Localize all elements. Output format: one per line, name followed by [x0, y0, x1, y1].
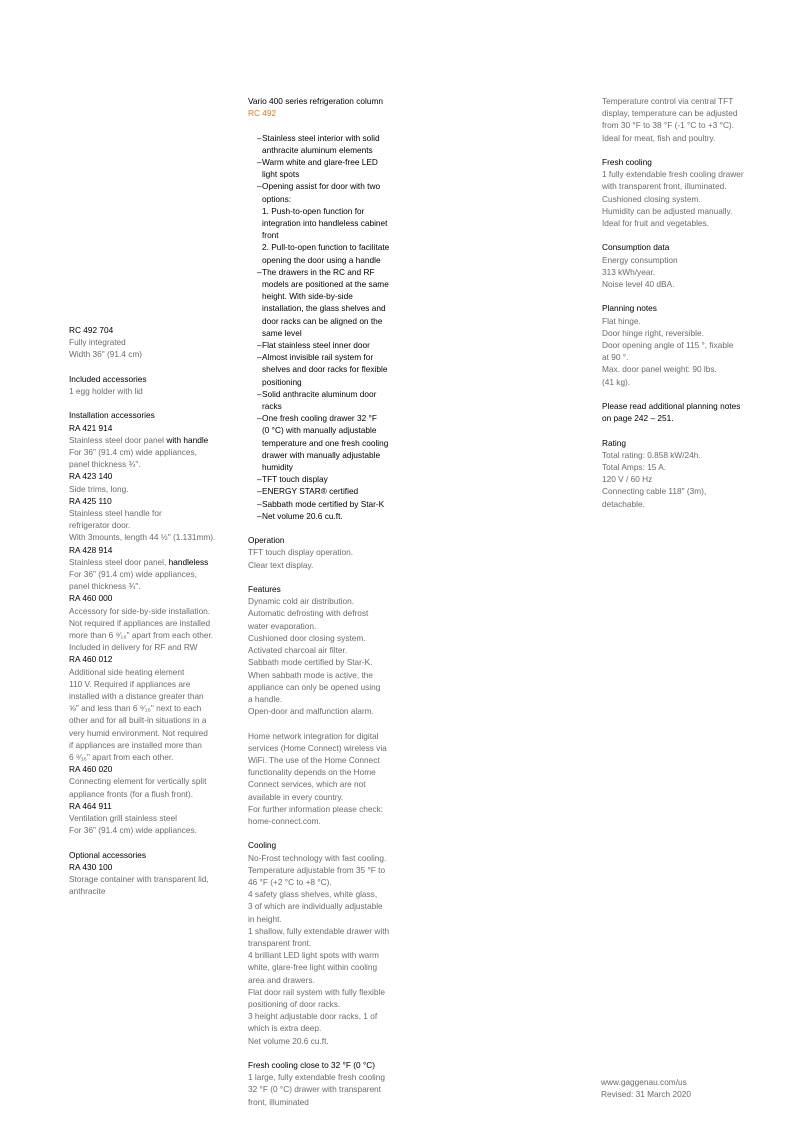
home-connect-text — [248, 730, 408, 828]
feature-bullet — [248, 388, 408, 412]
bullet-line: temperature and one fresh cooling — [262, 437, 389, 448]
text-line: with transparent front, illuminated. — [602, 181, 727, 192]
fresh-cooling-32-text — [248, 1071, 408, 1108]
revision-date: Revised: 31 March 2020 — [601, 1089, 691, 1100]
text-line: Humidity can be adjusted manually. — [602, 205, 733, 216]
accessory-description-line: Additional side heating element — [69, 666, 185, 677]
planning-notes-text — [602, 315, 764, 388]
accessory-description-line: Side trims, long. — [69, 483, 129, 494]
accessory-description-line: very humid environment. Not required — [69, 727, 208, 738]
text-line: Open-door and malfunction alarm. — [248, 706, 374, 717]
feature-bullet — [248, 351, 408, 388]
right-column — [602, 95, 764, 510]
feature-bullet — [248, 339, 408, 351]
accessory-description-line: Not required if appliances are installed — [69, 617, 211, 628]
accessory-description-line: 6 ⁹⁄₁₆" apart from each other. — [69, 752, 174, 763]
text-line: Door hinge right, reversible. — [602, 327, 704, 338]
text-line: detachable. — [602, 498, 645, 509]
feature-bullet-list — [248, 132, 408, 523]
text-line: available in every country. — [248, 791, 344, 802]
accessory-description-line: Connecting element for vertically split — [69, 776, 207, 787]
accessory-description-line: For 36" (91.4 cm) wide appliances. — [69, 825, 197, 836]
accessory-code: RA 460 012 — [69, 654, 113, 665]
accessory-code: RA 464 911 — [69, 800, 112, 811]
text-line: white, glare-free light within cooling — [248, 962, 378, 973]
text-line: Cushioned door closing system. — [248, 632, 366, 643]
text-line: 3 height adjustable door racks, 1 of — [248, 1011, 378, 1022]
accessory-title-highlight: with handle — [164, 434, 209, 445]
text-line: at 90 °. — [602, 352, 629, 363]
bullet-line: – Sabbath mode certified by Star-K — [262, 498, 385, 509]
accessory-description-line: With 3mounts, length 44 ½" (1.131mm). — [69, 532, 216, 543]
text-line: Automatic defrosting with defrost — [248, 608, 369, 619]
text-line: services (Home Connect) wireless via — [248, 742, 387, 753]
bullet-line: – One fresh cooling drawer 32 °F — [262, 413, 377, 424]
text-line: on page 242 – 251. — [602, 413, 674, 424]
accessory-description-line: Accessory for side-by-side installation. — [69, 605, 211, 616]
accessory-title-text: Stainless steel door panel — [69, 434, 165, 445]
text-line: a handle. — [248, 693, 283, 704]
bullet-line: racks — [262, 401, 282, 412]
text-line: Total rating: 0.858 kW/24h. — [602, 449, 701, 460]
accessory-item — [69, 422, 231, 471]
bullet-line: integration into handleless cabinet — [262, 218, 388, 229]
accessory-item — [69, 495, 231, 544]
accessory-title-text: Stainless steel door panel, — [69, 556, 167, 567]
text-line: transparent front. — [248, 937, 312, 948]
consumption-heading: Consumption data — [602, 242, 670, 253]
accessory-code: RA 423 140 — [69, 471, 113, 482]
accessory-description-line: installed with a distance greater than — [69, 691, 204, 702]
bullet-line: same level — [262, 327, 302, 338]
operation-heading: Operation — [248, 535, 285, 546]
bullet-line: installation, the glass shelves and — [262, 303, 386, 314]
bullet-line: humidity — [262, 462, 293, 473]
bullet-line: opening the door using a handle — [262, 254, 381, 265]
rating-text — [602, 449, 764, 510]
text-line: Sabbath mode certified by Star-K. — [248, 657, 373, 668]
bullet-line: – Net volume 20.6 cu.ft. — [262, 510, 343, 521]
text-line: Storage container with transparent lid, — [69, 874, 209, 885]
bullet-line: anthracite aluminum elements — [262, 144, 373, 155]
bullet-line: door racks can be aligned on the — [262, 315, 383, 326]
text-line: Temperature control via central TFT — [602, 96, 734, 106]
accessory-description-line: appliance fronts (for a flush front). — [69, 788, 194, 799]
text-line: Dynamic cold air distribution. — [248, 596, 355, 607]
series-title: Vario 400 series refrigeration column — [248, 96, 383, 106]
accessory-description-line: refrigerator door. — [69, 520, 131, 531]
text-line: positioning of door racks. — [248, 998, 341, 1009]
text-line: from 30 °F to 38 °F (-1 °C to +3 °C). — [602, 120, 735, 131]
feature-bullet — [248, 473, 408, 485]
text-line: 32 °F (0 °C) drawer with transparent — [248, 1084, 381, 1095]
text-line: 120 V / 60 Hz — [602, 474, 653, 485]
included-accessories-heading: Included accessories — [69, 373, 147, 384]
accessory-description-line: panel thickness ¾". — [69, 459, 141, 470]
accessory-code: RA 460 020 — [69, 764, 113, 775]
accessory-description-line: other and for all built-in situations in a — [69, 715, 207, 726]
text-line: functionality depends on the Home — [248, 767, 376, 778]
text-line: 46 °F (+2 °C to +8 °C). — [248, 876, 332, 887]
bullet-line: height. With side-by-side — [262, 291, 353, 302]
planning-notes-reference — [602, 400, 764, 424]
accessory-title-highlight: handleless — [166, 556, 209, 567]
feature-bullet — [248, 485, 408, 497]
text-line: display, temperature can be adjusted — [602, 108, 738, 119]
features-text — [248, 595, 408, 717]
installation-accessories-heading: Installation accessories — [69, 410, 155, 421]
feature-bullet — [248, 498, 408, 510]
cooling-heading: Cooling — [248, 840, 277, 851]
model-description — [69, 336, 231, 360]
accessory-description-line: 110 V. Required if appliances are — [69, 678, 191, 689]
text-line: No-Frost technology with fast cooling. — [248, 852, 387, 863]
bullet-line: shelves and door racks for flexible — [262, 364, 388, 375]
text-line: front, illuminated — [248, 1096, 309, 1107]
bullet-line: 1. Push-to-open function for — [262, 205, 365, 216]
fresh-cooling-text — [602, 168, 764, 229]
accessory-code: RA 428 914 — [69, 544, 113, 555]
text-line: 313 kWh/year. — [602, 266, 656, 277]
feature-bullet — [248, 180, 408, 265]
text-line: Flat door rail system with fully flexible — [248, 986, 385, 997]
text-line: Cushioned closing system. — [602, 193, 701, 204]
text-line: appliance can only be opened using — [248, 681, 381, 692]
bullet-line: – Flat stainless steel inner door — [262, 340, 370, 351]
text-line: For further information please check: — [248, 803, 384, 814]
feature-bullet — [248, 266, 408, 339]
text-line: 3 of which are individually adjustable — [248, 901, 383, 912]
text-line: water evaporation. — [248, 620, 317, 631]
text-line: Energy consumption — [602, 254, 678, 265]
bullet-line: – TFT touch display — [262, 474, 328, 485]
feature-bullet — [248, 132, 408, 156]
text-line: Clear text display. — [248, 559, 314, 570]
text-line: anthracite — [69, 886, 106, 897]
left-column — [69, 324, 231, 898]
feature-bullet — [248, 412, 408, 473]
text-line: Fully integrated — [69, 337, 126, 348]
temperature-control-text — [602, 95, 764, 144]
bullet-line: – The drawers in the RC and RF — [262, 266, 375, 277]
accessory-description-line: For 36" (91.4 cm) wide appliances, — [69, 569, 197, 580]
model-number: RC 492 704 — [69, 325, 114, 335]
accessory-description-line: if appliances are installed more than — [69, 739, 202, 750]
website-link[interactable]: www.gaggenau.com/us — [601, 1077, 687, 1087]
text-line: Temperature adjustable from 35 °F to — [248, 864, 386, 875]
accessory-description-line: Included in delivery for RF and RW — [69, 642, 198, 653]
text-line: (41 kg). — [602, 376, 631, 387]
text-line: Home network integration for digital — [248, 730, 379, 741]
planning-notes-heading: Planning notes — [602, 303, 657, 314]
accessory-item — [69, 544, 231, 593]
text-line: TFT touch display operation. — [248, 547, 353, 558]
accessory-item — [69, 763, 231, 800]
text-line: WiFi. The use of the Home Connect — [248, 754, 380, 765]
accessory-code: RA 421 914 — [69, 422, 113, 433]
fresh-cooling-heading: Fresh cooling — [602, 157, 652, 167]
bullet-line: 2. Pull-to-open function to facilitate — [262, 242, 390, 253]
bullet-line: light spots — [262, 169, 300, 180]
features-heading: Features — [248, 584, 281, 595]
accessory-item — [69, 800, 231, 837]
accessory-description-line: Ventilation grill stainless steel — [69, 813, 177, 824]
text-line: Ideal for fruit and vegetables. — [602, 218, 710, 229]
text-line: Connecting cable 118" (3m), — [602, 486, 707, 497]
cooling-text — [248, 852, 408, 1047]
product-model: RC 492 — [248, 108, 277, 119]
text-line: Door opening angle of 115 °, fixable — [602, 340, 734, 351]
text-line: in height. — [248, 913, 282, 924]
bullet-line: options: — [262, 193, 292, 204]
bullet-line: positioning — [262, 376, 302, 387]
bullet-line: front — [262, 230, 279, 241]
bullet-line: – Opening assist for door with two — [262, 181, 381, 192]
text-line: 1 egg holder with lid — [69, 386, 143, 396]
text-line: When sabbath mode is active, the — [248, 669, 373, 680]
text-line: home-connect.com. — [248, 815, 321, 826]
accessory-item — [69, 470, 231, 494]
text-line: Activated charcoal air filter. — [248, 645, 348, 656]
included-accessories-list — [69, 385, 231, 397]
bullet-line: – Almost invisible rail system for — [262, 352, 374, 363]
text-line: Connect services, which are not — [248, 779, 366, 790]
accessory-item — [69, 653, 231, 763]
accessory-description-line: Stainless steel handle for — [69, 508, 162, 519]
page-footer — [601, 1076, 761, 1100]
bullet-line: – Stainless steel interior with solid — [262, 132, 380, 143]
feature-bullet — [248, 156, 408, 180]
text-line: 4 brilliant LED light spots with warm — [248, 950, 379, 961]
text-line: Width 36" (91.4 cm) — [69, 349, 143, 360]
accessory-description-line: For 36" (91.4 cm) wide appliances, — [69, 447, 197, 457]
bullet-line: models are positioned at the same — [262, 279, 389, 290]
accessory-description-line: ⅝" and less than 6 ⁹⁄₁₆" next to each — [69, 703, 202, 714]
text-line: Flat hinge. — [602, 315, 641, 326]
text-line: which is extra deep. — [248, 1023, 322, 1034]
optional-accessory-code: RA 430 100 — [69, 861, 113, 872]
operation-text — [248, 546, 408, 570]
consumption-text — [602, 254, 764, 291]
bullet-line: (0 °C) with manually adjustable — [262, 425, 377, 436]
feature-bullet — [248, 510, 408, 522]
installation-accessories-list — [69, 422, 231, 837]
accessory-description-line: more than 6 ⁹⁄₁₆" apart from each other. — [69, 630, 214, 641]
text-line: Ideal for meat, fish and poultry. — [602, 132, 716, 143]
text-line: Noise level 40 dBA. — [602, 279, 675, 290]
bullet-line: drawer with manually adjustable — [262, 449, 381, 460]
text-line: Max. door panel weight: 90 lbs. — [602, 364, 717, 375]
optional-accessories-heading: Optional accessories — [69, 849, 147, 860]
text-line: 4 safety glass shelves, white glass, — [248, 889, 378, 900]
text-line: Net volume 20.6 cu.ft. — [248, 1035, 329, 1046]
bullet-line: – Solid anthracite aluminum door — [262, 388, 377, 399]
accessory-title — [69, 556, 231, 568]
optional-accessory-description — [69, 873, 231, 897]
middle-column — [248, 95, 408, 1108]
text-line: area and drawers. — [248, 974, 315, 985]
text-line: Please read additional planning notes — [602, 401, 741, 412]
accessory-code: RA 460 000 — [69, 593, 113, 604]
bullet-line: – ENERGY STAR® certified — [262, 486, 359, 497]
accessory-title — [69, 434, 231, 446]
accessory-description-line: panel thickness ¾". — [69, 581, 141, 592]
rating-heading: Rating — [602, 437, 626, 448]
accessory-item — [69, 592, 231, 653]
bullet-line: – Warm white and glare-free LED — [262, 157, 378, 167]
text-line: 1 fully extendable fresh cooling drawer — [602, 169, 744, 180]
text-line: 1 shallow, fully extendable drawer with — [248, 925, 390, 936]
text-line: Total Amps: 15 A. — [602, 462, 667, 473]
fresh-cooling-32-heading: Fresh cooling close to 32 °F (0 °C) — [248, 1059, 375, 1070]
accessory-code: RA 425 110 — [69, 495, 112, 506]
text-line: 1 large, fully extendable fresh cooling — [248, 1072, 385, 1083]
